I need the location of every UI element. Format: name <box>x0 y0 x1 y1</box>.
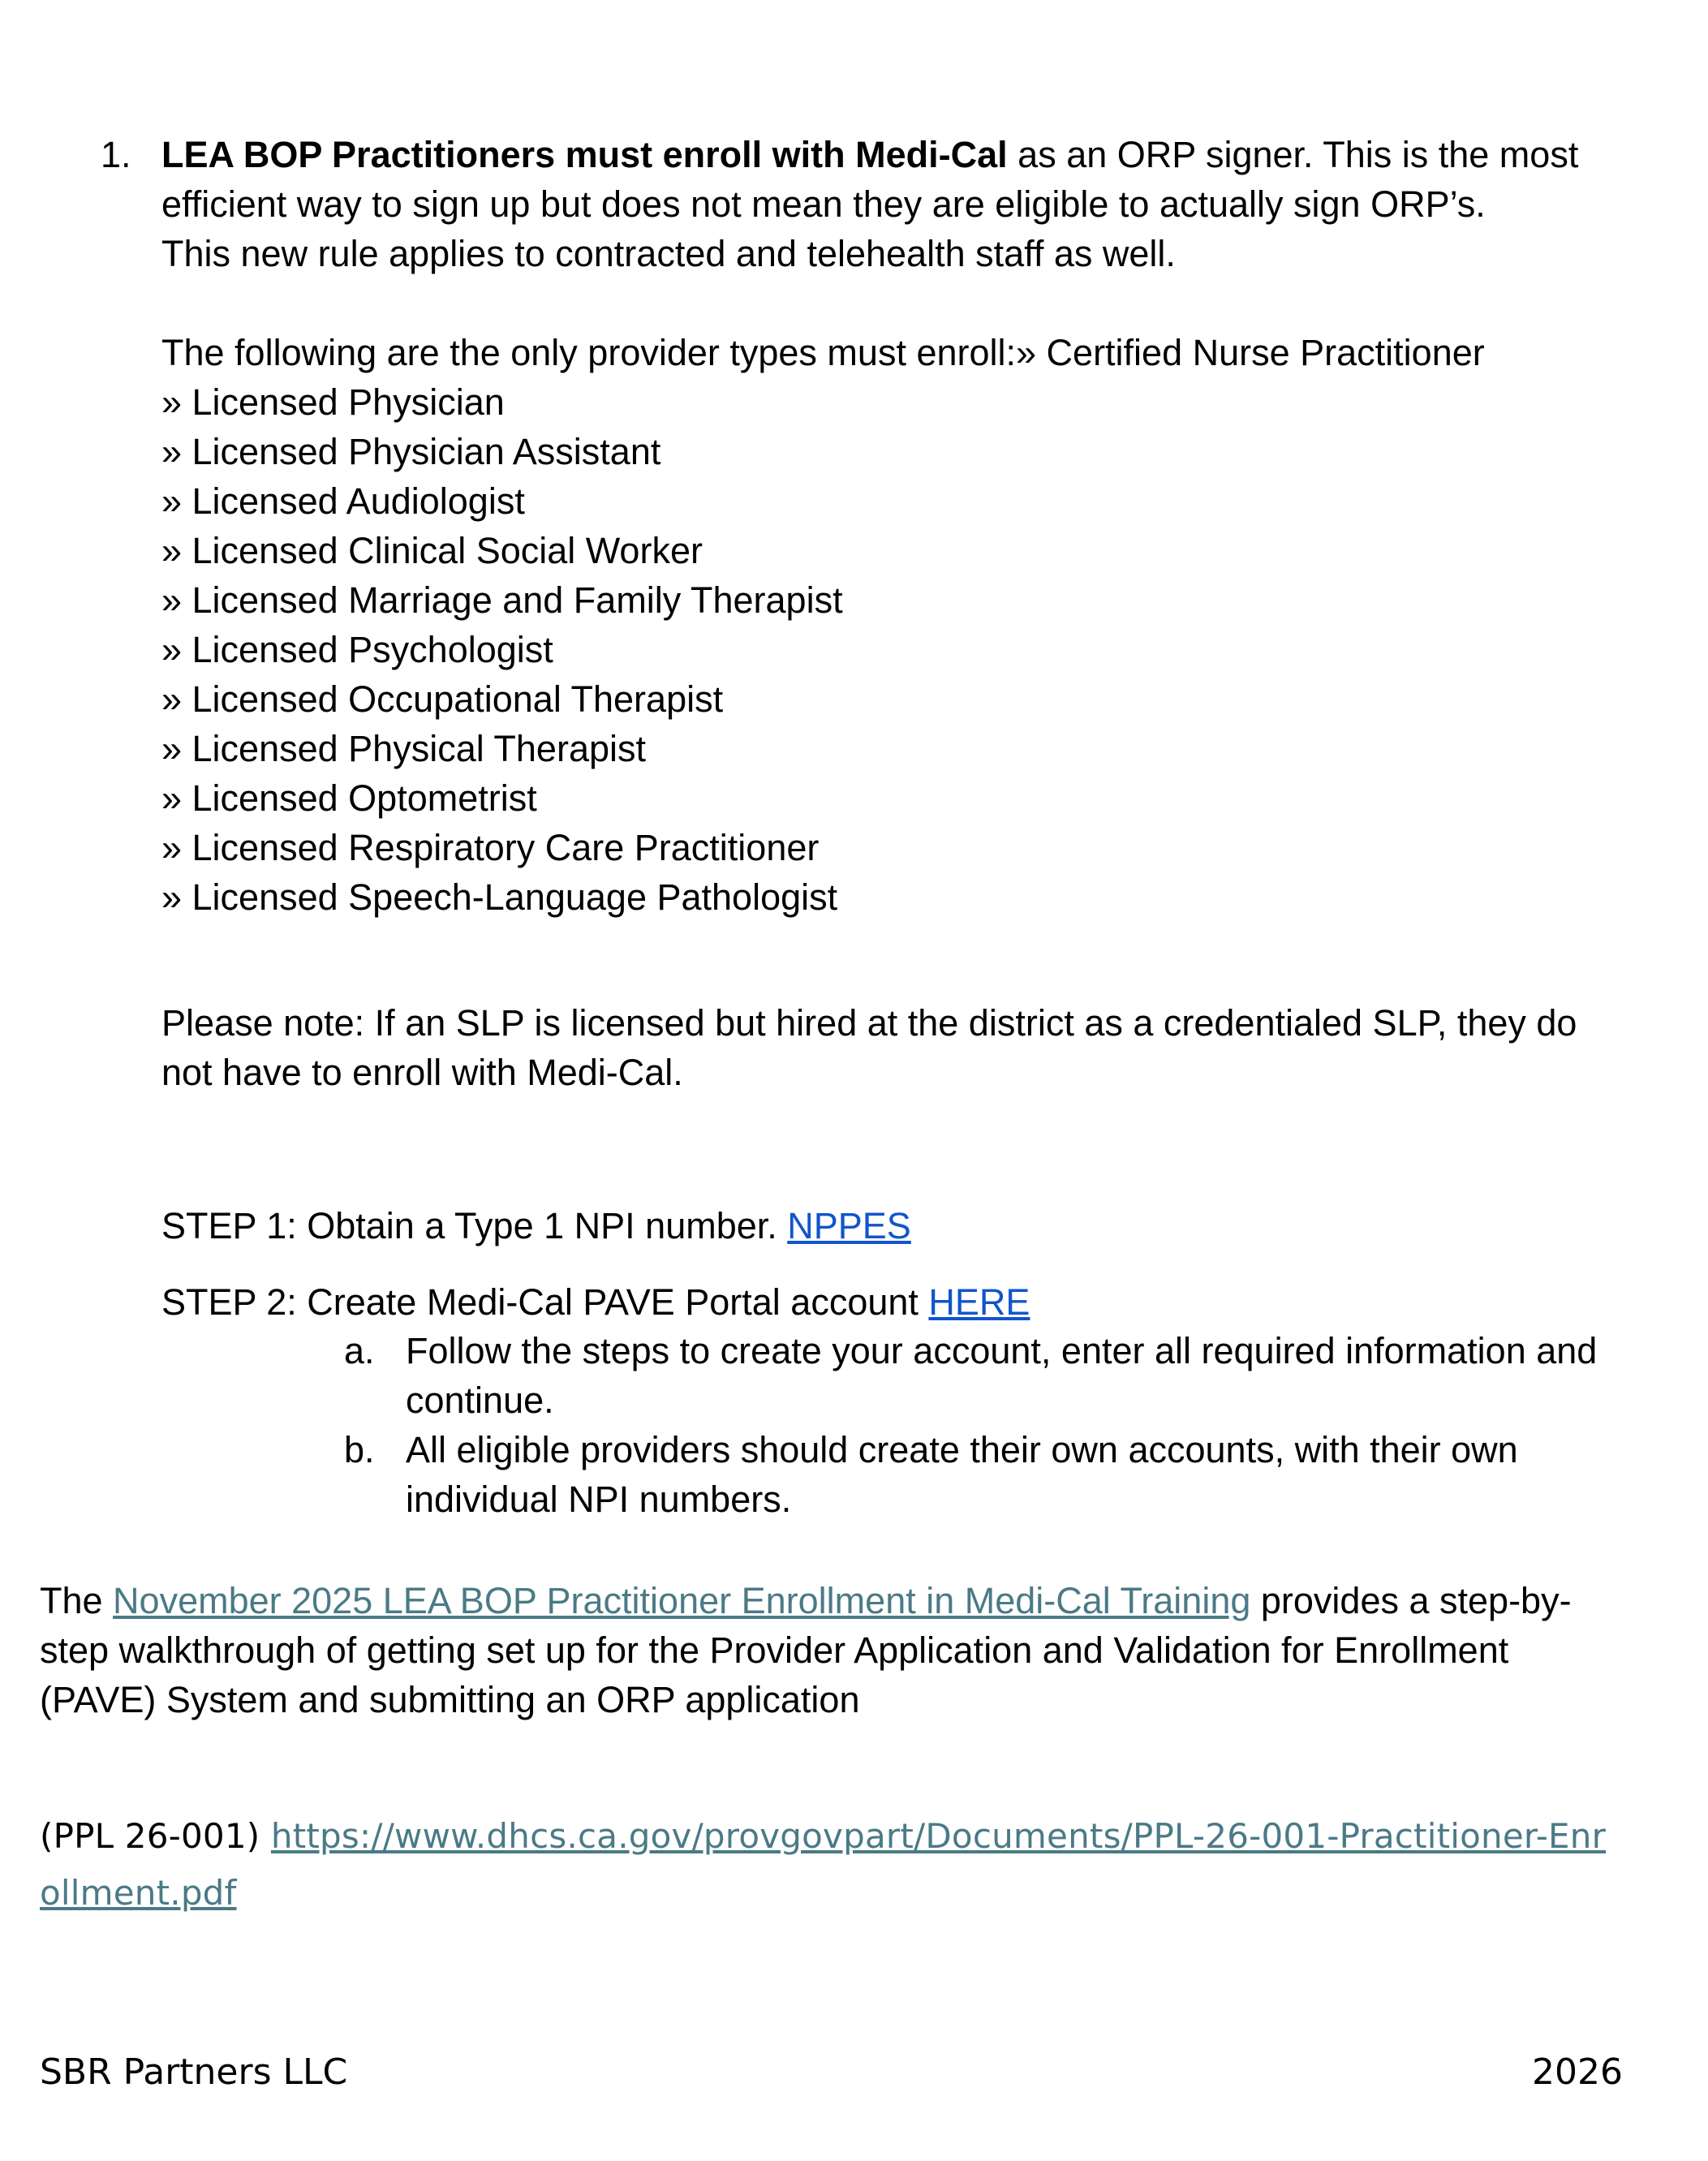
item1-lead-paragraph <box>161 130 1638 229</box>
sublist-marker: b. <box>344 1429 375 1470</box>
sublist-text: Follow the steps to create your account, enter all required information and continue. <box>406 1330 1598 1421</box>
training-prefix: The <box>40 1580 114 1621</box>
list-item: » Licensed Audiologist <box>161 480 525 522</box>
list-item <box>344 1425 1642 1524</box>
list-number: 1. <box>101 134 131 175</box>
list-item: » Licensed Optometrist <box>161 777 537 819</box>
list-item <box>344 1326 1642 1425</box>
slp-note <box>161 998 1622 1097</box>
training-link[interactable]: November 2025 LEA BOP Practitioner Enrollment in Medi-Cal Training <box>113 1580 1251 1621</box>
ppl-url-link[interactable]: https://www.dhcs.ca.gov/provgovpart/Documents/PPL-26-001-Practitioner-Enrollment.pdf <box>40 1816 1607 1913</box>
item1-bold-lead: LEA BOP Practitioners must enroll with Medi-Cal <box>161 134 1008 175</box>
slp-note-text: Please note: If an SLP is licensed but hired at the district as a credentialed SLP, they do not have to enroll with Medi-Cal. <box>161 1002 1577 1093</box>
list-item: » Licensed Physician <box>161 381 505 423</box>
step2-text: STEP 2: Create Medi-Cal PAVE Portal account <box>161 1281 929 1323</box>
footer-right: 2026 <box>1532 2051 1623 2093</box>
list-item: » Licensed Psychologist <box>161 629 553 670</box>
list-item: » Licensed Physical Therapist <box>161 728 646 769</box>
list-item: » Licensed Physician Assistant <box>161 431 661 472</box>
step1-text: STEP 1: Obtain a Type 1 NPI number. <box>161 1205 788 1246</box>
item1-lead-rest: as an ORP signer. This is the most efficient way to sign up but does not mean they are eligible to actually sign ORP’s. <box>161 134 1579 225</box>
nppes-link[interactable]: NPPES <box>787 1205 911 1246</box>
ppl-label: (PPL 26-001) <box>40 1816 271 1856</box>
training-suffix: provides a step-by-step walkthrough of getting set up for the Provider Application and Validation for Enrollment (PAVE) System and submitting an ORP application <box>40 1580 1572 1720</box>
pave-here-link[interactable]: HERE <box>928 1281 1030 1323</box>
provider-intro: The following are the only provider types must enroll:» Certified Nurse Practitioner <box>161 332 1485 373</box>
ppl-reference <box>40 1808 1622 1922</box>
step2-sublist <box>344 1326 1642 1524</box>
list-item: » Licensed Speech-Language Pathologist <box>161 876 838 918</box>
step2 <box>161 1277 1622 1327</box>
sublist-text: All eligible providers should create their own accounts, with their own individual NPI numbers. <box>406 1429 1518 1520</box>
item1-line3: This new rule applies to contracted and telehealth staff as well. <box>161 233 1176 274</box>
list-item: » Licensed Respiratory Care Practitioner <box>161 827 820 868</box>
sublist-marker: a. <box>344 1330 375 1371</box>
item1-body <box>161 130 1638 922</box>
list-item: » Licensed Occupational Therapist <box>161 678 724 720</box>
footer-left: SBR Partners LLC <box>40 2051 348 2093</box>
training-paragraph <box>40 1576 1622 1724</box>
list-item: » Licensed Clinical Social Worker <box>161 530 703 571</box>
step1 <box>161 1201 1622 1251</box>
list-item: » Licensed Marriage and Family Therapist <box>161 579 843 621</box>
provider-list <box>161 377 1638 922</box>
spacer <box>161 278 1638 328</box>
